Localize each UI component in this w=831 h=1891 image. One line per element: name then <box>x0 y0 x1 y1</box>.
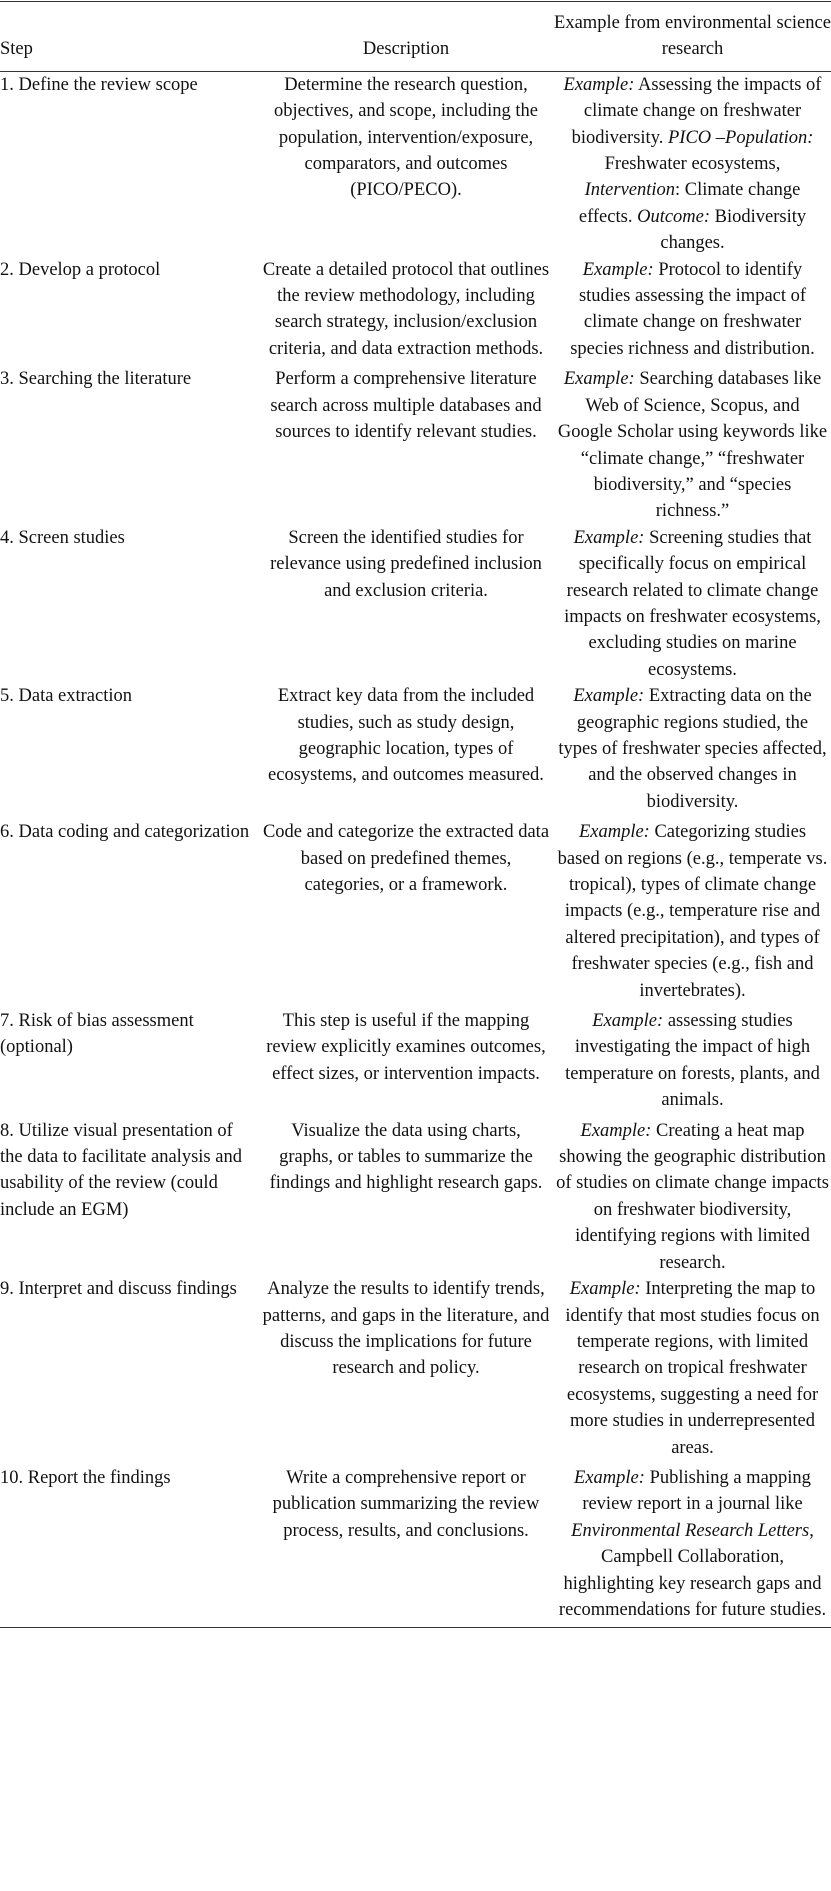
description-cell: Determine the research question, objectives, and scope, including the population, intervention/exposure, comparators, and outcomes (PICO/PECO). <box>273 74 539 201</box>
step-cell: 3. Searching the literature <box>0 369 192 390</box>
table-row <box>0 1008 831 1118</box>
example-text: Protocol to identify studies assessing the impact of climate change on freshwater species richness and distribution. <box>570 259 815 359</box>
step-cell: 10. Report the findings <box>0 1467 171 1488</box>
description-cell: Screen the identified studies for relevance using predefined inclusion and exclusion criteria. <box>270 527 542 601</box>
example-italic-text: Environmental Research Letters <box>571 1520 810 1541</box>
example-italic-text: Example: <box>563 74 635 95</box>
step-cell: 6. Data coding and categorization <box>0 822 250 843</box>
example-italic-text: PICO –Population: <box>668 127 814 148</box>
example-italic-text: Example: <box>580 1120 652 1141</box>
table-row <box>0 525 831 683</box>
table-body <box>0 71 831 1628</box>
example-cell <box>554 1276 831 1465</box>
step-cell: 9. Interpret and discuss findings <box>0 1279 237 1300</box>
example-text: Assessing the impacts of climate change on freshwater biodiversity. <box>571 74 822 148</box>
step-cell: 1. Define the review scope <box>0 74 198 95</box>
step-cell: 4. Screen studies <box>0 527 125 548</box>
step-cell: 8. Utilize visual presentation of the data to facilitate analysis and usability of the review (could include an EGM) <box>0 1120 242 1220</box>
example-text: Searching databases like Web of Science, Scopus, and Google Scholar using keywords like “climate change,” “freshwater biodiversity,” and “species richness.” <box>557 369 828 522</box>
table-row <box>0 71 831 256</box>
example-italic-text: Example: <box>563 369 635 390</box>
example-italic-text: Example: <box>573 686 645 707</box>
step-cell: 2. Develop a protocol <box>0 259 161 280</box>
example-italic-text: Example: <box>569 1279 641 1300</box>
example-italic-text: Example: <box>573 527 645 548</box>
example-cell <box>554 819 831 1008</box>
example-text: assessing studies investigating the impact of high temperature on forests, plants, and animals. <box>565 1011 820 1111</box>
description-cell: Analyze the results to identify trends, patterns, and gaps in the literature, and discuss the implications for future research and policy. <box>262 1279 550 1379</box>
header-description: Description <box>362 39 450 60</box>
example-text: Freshwater ecosystems, <box>604 154 781 175</box>
table-row <box>0 1276 831 1465</box>
example-text: Extracting data on the geographic regions studied, the types of freshwater species affected, and the observed changes in biodiversity. <box>558 686 827 812</box>
description-cell: Extract key data from the included studies, such as study design, geographic location, types of ecosystems, and outcomes measured. <box>268 686 544 786</box>
example-cell <box>554 366 831 524</box>
table-row <box>0 683 831 819</box>
example-cell <box>554 1008 831 1118</box>
header-row <box>0 2 831 72</box>
description-cell: This step is useful if the mapping review explicitly examines outcomes, effect sizes, or intervention impacts. <box>266 1011 546 1084</box>
example-text: Biodiversity changes. <box>660 206 807 254</box>
table-row <box>0 366 831 524</box>
example-text: Screening studies that specifically focus on empirical research related to climate change impacts on freshwater ecosystems, excluding studies on marine ecosystems. <box>564 527 821 680</box>
table-row <box>0 257 831 367</box>
example-cell <box>554 683 831 819</box>
example-italic-text: Example: <box>582 259 654 280</box>
description-cell: Visualize the data using charts, graphs, or tables to summarize the findings and highlight research gaps. <box>269 1120 543 1194</box>
example-cell <box>554 71 831 256</box>
example-text: : Climate change effects. <box>578 180 801 227</box>
table-row <box>0 1465 831 1628</box>
example-italic-text: Example: <box>578 822 650 843</box>
description-cell: Perform a comprehensive literature search across multiple databases and sources to identify relevant studies. <box>270 369 542 443</box>
example-italic-text: Outcome: <box>637 206 711 227</box>
example-cell <box>554 525 831 683</box>
example-cell <box>554 1465 831 1628</box>
example-italic-text: Example: <box>574 1467 645 1488</box>
step-cell: 7. Risk of bias assessment (optional) <box>0 1011 194 1058</box>
example-text: , Campbell Collaboration, highlighting key research gaps and recommendations for future studies. <box>558 1520 827 1620</box>
example-cell <box>554 257 831 367</box>
description-cell: Create a detailed protocol that outlines the review methodology, including search strategy, inclusion/exclusion criteria, and data extraction methods. <box>262 259 550 359</box>
header-step: Step <box>0 39 33 60</box>
example-italic-text: Example: <box>592 1011 664 1032</box>
step-cell: 5. Data extraction <box>0 686 133 707</box>
example-text: Publishing a mapping review report in a journal like <box>582 1467 811 1515</box>
table-row <box>0 1118 831 1276</box>
mapping-review-steps-table <box>0 1 831 1628</box>
example-text: Creating a heat map showing the geographic distribution of studies on climate change impacts on freshwater biodiversity, identifying regions with limited research. <box>556 1120 829 1273</box>
header-example: Example from environmental science research <box>554 13 831 60</box>
example-text: Interpreting the map to identify that most studies focus on temperate regions, with limited research on tropical freshwater ecosystems, suggesting a need for more studies in underrepresented areas. <box>565 1279 820 1458</box>
description-cell: Write a comprehensive report or publication summarizing the review process, results, and conclusions. <box>272 1467 540 1541</box>
table-header <box>0 2 831 72</box>
example-italic-text: Intervention <box>584 180 676 201</box>
example-cell <box>554 1118 831 1276</box>
example-text: Categorizing studies based on regions (e.g., temperate vs. tropical), types of climate change impacts (e.g., temperature rise and altered precipitation), and types of freshwater species (e.g., fish and invertebrates). <box>557 822 828 1001</box>
table-row <box>0 819 831 1008</box>
description-cell: Code and categorize the extracted data based on predefined themes, categories, or a framework. <box>262 822 550 895</box>
